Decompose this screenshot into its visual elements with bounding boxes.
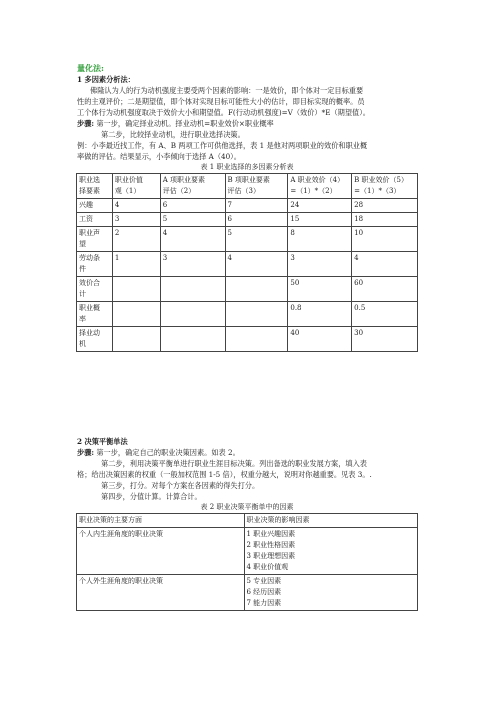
table1-header-cell [288,174,352,199]
cell-text: 3 [162,254,168,262]
cell-text: 4 [114,201,120,209]
table1-cell [112,252,160,277]
table-row [77,252,418,277]
steps-label: 步骤: [77,119,95,128]
table1-header-cell [225,174,288,199]
cell-text: 率 [79,315,86,323]
doc-title: 量化法: [77,63,104,73]
cell-text: 职业声 [79,229,100,237]
table1-header-cell [160,174,225,199]
table1-cell [112,199,160,213]
section1-step1: 第一步，确定择业动机。择业动机=职业效价×职业概率 [96,119,274,128]
cell-text: 评估（3） [227,187,261,195]
example-line1: 例：小李最近找工作，有 A、B 两项工作可供他选择，表 1 是他对两项职业的效价和职业概 [77,141,368,150]
table1-cell [112,327,160,352]
table1-cell [352,252,418,277]
cell-text: 10 [354,229,364,237]
cell-text: =（1）*（2） [290,187,337,195]
table1-cell [160,252,225,277]
cell-text: 40 [290,329,300,337]
cell-text: 8 [290,229,295,237]
table-row [77,528,418,575]
section1-step1-line [77,118,274,129]
table2-header-cell: 职业决策的主要方面 [77,514,245,528]
table1-cell [77,252,113,277]
cell-text: 28 [354,201,364,209]
cell-text: 2 [114,229,120,237]
table1-cell [160,213,225,227]
table2-decision-factors [76,513,418,611]
cell-text: 评估（2） [162,187,196,195]
table2-caption: 表 2 职业决策平衡单中的因素 [200,503,294,511]
table-row [77,277,418,302]
decision-factors-cell [244,528,418,575]
factor-item: 5 专业因素 [246,577,282,585]
cell-text: 6 [227,215,233,223]
table1-cell [288,277,352,302]
section1-heading: 1 多因素分析法： [77,75,135,84]
table1-cell [77,302,113,327]
table2-header-cell: 职业决策的影响因素 [244,514,418,528]
table1-cell [288,227,352,252]
table1-cell [352,302,418,327]
table1-cell [288,302,352,327]
cell-text: 5 [162,215,168,223]
cell-text: 职业概 [79,304,100,312]
table1-cell [288,199,352,213]
cell-text: 劳动条 [79,254,100,262]
table1-cell [288,252,352,277]
cell-text: 兴趣 [79,201,93,209]
table1-cell [288,327,352,352]
cell-text: 3 [290,254,295,262]
table2-header-row [77,514,418,528]
table1-cell [225,302,288,327]
table1-cell [225,213,288,227]
cell-text: 择业动 [79,329,100,337]
table1-header-row [77,174,418,199]
table1-cell [352,277,418,302]
cell-text: 6 [162,201,168,209]
cell-text: 4 [354,254,359,262]
table1-cell [112,302,160,327]
cell-text: 1 [114,254,120,262]
table-row [77,199,418,213]
cell-text: 观（1） [114,187,141,195]
table1-header-cell [112,174,160,199]
factor-item: 4 职业价值观 [246,563,289,571]
table1-caption: 表 1 职业选择的多因素分析表 [200,163,294,171]
steps-label-2: 步骤: [77,448,95,457]
factor-item: 1 职业兴趣因素 [246,530,296,538]
table1-cell [225,199,288,213]
factor-item: 7 能力因素 [246,599,282,607]
table1-cell [77,227,113,252]
cell-text: 15 [290,215,300,223]
table1-cell [288,213,352,227]
cell-text: 4 [162,229,168,237]
section2-step2-line2: 格；给出决策因素的权重（一般加权范围 1-5 倍），权重分越大，说明对你越重要。见表 3。. [77,470,372,479]
table1-multifactor [76,173,418,352]
table1-cell [352,227,418,252]
table1-cell [77,199,113,213]
table1-header-cell [77,174,113,199]
table1-cell [225,227,288,252]
cell-text: 职业价值 [114,176,143,184]
table1-cell [225,277,288,302]
table1-cell [160,302,225,327]
cell-text: 30 [354,329,364,337]
table1-cell [112,227,160,252]
table-row [77,575,418,611]
table1-cell [160,277,225,302]
cell-text: 60 [354,279,364,287]
cell-text: 计 [79,290,86,298]
section2-step2-line1: 第二步，利用决策平衡单进行职业生涯目标决策。列出备选的职业发展方案，填入表 [101,459,367,468]
table1-cell [352,327,418,352]
section2-step4: 第四步，分值计算。计算合计。 [101,492,202,501]
cell-text: 择要素 [79,187,100,195]
cell-text: A 职业效价（4） [290,176,345,184]
cell-text: A 项职业要素 [162,176,206,184]
cell-text: 50 [290,279,300,287]
cell-text: 望 [79,240,86,248]
cell-text: 件 [79,265,86,273]
cell-text: B 职业效价（5） [354,176,408,184]
table1-cell [160,227,225,252]
table1-cell [352,213,418,227]
cell-text: 0.5 [354,304,366,312]
table1-cell [225,252,288,277]
table1-cell [77,327,113,352]
section2-step1: 第一步，确定自己的职业决策因素。如表 2。 [96,448,240,457]
example-line2: 率做的评估。结果显示，小李倾向于选择 A（40）。 [77,152,241,161]
table1-cell [160,199,225,213]
section1-step2: 第二步，比较择业动机，进行职业选择决策。 [101,130,245,139]
table-row [77,302,418,327]
table1-header-cell [352,174,418,199]
cell-text: 工资 [79,215,93,223]
section2-heading: 2 决策平衡单法 [77,437,128,446]
cell-text: 18 [354,215,364,223]
cell-text: 效价合 [79,279,100,287]
table1-cell [77,277,113,302]
section1-para-line3: 工个体行为动机强度取决于效价大小和期望值。F(行动动机强度)=V（效价）*E（期望值）。 [77,108,370,117]
table1-cell [225,327,288,352]
factor-item: 6 经历因素 [246,588,282,596]
section2-step3: 第三步，打分。对每个方案在各因素的得失打分。 [101,481,260,490]
decision-factors-cell [244,575,418,611]
table1-cell [352,199,418,213]
decision-aspect-cell: 个人内生涯角度的职业决策 [77,528,245,575]
decision-aspect-cell: 个人外生涯角度的职业决策 [77,575,245,611]
table1-cell [112,213,160,227]
cell-text: 0.8 [290,304,302,312]
factor-item: 3 职业理想因素 [246,552,296,560]
table-row [77,327,418,352]
table1-cell [77,213,113,227]
section1-para-line1: 佛隆认为人的行为动机强度主要受两个因素的影响：一是效价，即个体对一定目标重要 [90,86,364,95]
cell-text: 机 [79,340,86,348]
table-row [77,213,418,227]
cell-text: 职业选 [79,176,100,184]
cell-text: =（1）*（3） [354,187,401,195]
cell-text: 5 [227,229,233,237]
cell-text: 7 [227,201,233,209]
table1-cell [112,277,160,302]
cell-text: 24 [290,201,300,209]
factor-item: 2 职业性格因素 [246,541,296,549]
table-row [77,227,418,252]
section1-para-line2: 性的主观评价；二是期望值，即个体对实现目标可能性大小的估计，即目标实现的概率。员 [77,97,365,106]
cell-text: B 项职业要素 [227,176,270,184]
section2-step1-line [77,447,240,458]
table1-cell [160,327,225,352]
cell-text: 3 [114,215,120,223]
cell-text: 4 [227,254,233,262]
